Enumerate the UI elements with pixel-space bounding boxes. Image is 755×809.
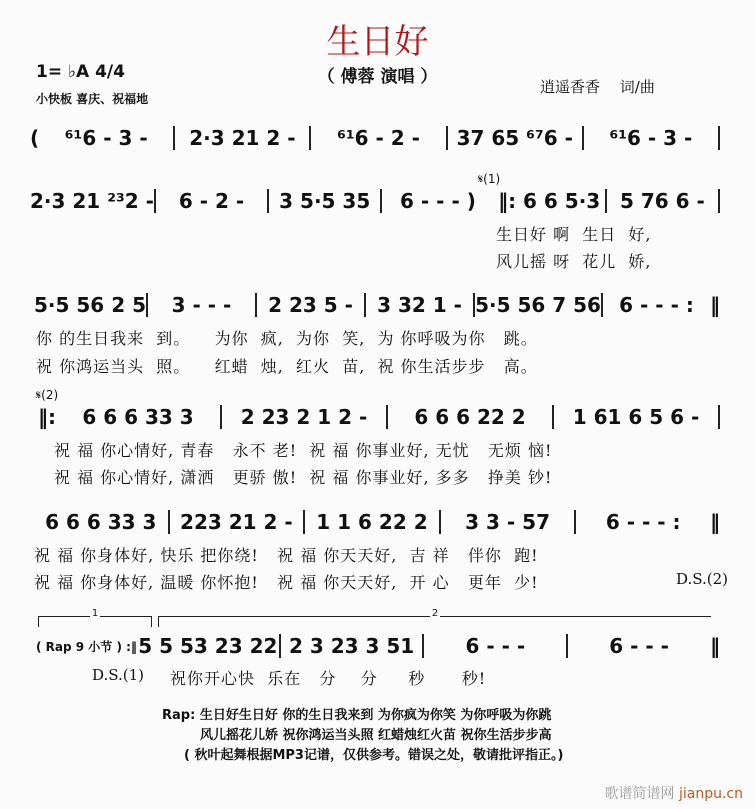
- measure: 3 5·5 35: [279, 189, 371, 213]
- volta-number: 2: [431, 608, 439, 619]
- lyric-line: 你 的生日我来 到。 为你 疯, 为你 笑, 为 你呼吸为你 跳。: [36, 329, 538, 348]
- measure: 2 3 23 3 51: [288, 634, 415, 658]
- segno-1: 𝄋(1): [478, 172, 501, 186]
- lyric-line: 祝 福 你心情好, 青春 永不 老! 祝 福 你事业好, 无忧 无烦 恼!: [54, 441, 553, 460]
- measure: ⁶¹6 - 3 -: [609, 126, 693, 150]
- measure: 37 65 ⁶⁷6 -: [456, 126, 573, 150]
- measure: ‖: 6 6 5·3: [498, 189, 601, 213]
- watermark-en: jianpu.cn: [678, 786, 743, 802]
- repeat-start: ‖:: [38, 405, 56, 429]
- measure: 2·3 21 ²³2 -: [30, 189, 154, 213]
- volta-number: 1: [91, 608, 99, 619]
- rap-section-label: ( Rap 9 小节 ) :‖: [36, 639, 137, 654]
- measure: 6 - - -: [465, 634, 526, 658]
- watermark: [605, 783, 743, 803]
- staff-row-3: [34, 293, 720, 317]
- measure: 223 21 2 -: [180, 510, 293, 534]
- lyric-line: 生日好 啊 生日 好,: [496, 225, 652, 244]
- transcription-note: ( 秋叶起舞根据MP3记谱，仅供参考。错误之处，敬请批评指正。): [184, 748, 564, 763]
- staff-row-5: [34, 510, 720, 534]
- segno-2: 𝄋(2): [36, 388, 59, 402]
- row-start: (: [30, 126, 40, 150]
- measure: 6 - - - :: [619, 293, 694, 317]
- ds-2-mark: D.S.(2): [676, 570, 729, 588]
- lyric-line: 祝 福 你身体好, 快乐 把你绕! 祝 福 你天天好, 吉 祥 伴你 跑!: [34, 546, 539, 565]
- repeat-end: ‖: [710, 293, 721, 317]
- staff-row-2: [30, 189, 720, 213]
- staff-row-6: [36, 634, 720, 658]
- song-title: 生日好: [326, 22, 429, 62]
- measure: 6 6 6 33 3: [82, 405, 194, 429]
- measure: 1 1 6 22 2: [316, 510, 428, 534]
- performer: （ 傅蓉 演唱 ）: [317, 67, 438, 87]
- measure: 3 32 1 -: [377, 293, 462, 317]
- measure: ⁶¹6 - 2 -: [337, 126, 420, 150]
- repeat-end: ‖: [709, 510, 720, 534]
- lyric-line: 祝你开心快 乐在 分 分 秒 秒!: [170, 669, 487, 688]
- rap-lyrics-line-1: Rap: 生日好生日好 你的生日我来到 为你疯为你笑 为你呼吸为你跳: [162, 708, 552, 723]
- final-barline: ‖: [710, 634, 720, 658]
- measure: 6 - - - ): [400, 189, 476, 213]
- measure: 6 - - -: [609, 634, 669, 658]
- measure: 6 6 6 22 2: [414, 405, 526, 429]
- measure: 2·3 21 2 -: [189, 126, 296, 150]
- barline: [718, 189, 720, 213]
- measure: 1 61 6 5 6 -: [572, 405, 700, 429]
- lyric-line: 祝 你鸿运当头 照。 红蜡 烛, 红火 苗, 祝 你生活步步 高。: [36, 357, 538, 376]
- lyric-line: 祝 福 你身体好, 温暖 你怀抱! 祝 福 你天天好, 开 心 更年 少!: [34, 573, 539, 592]
- lyric-line: 祝 福 你心情好, 潇洒 更骄 傲! 祝 福 你事业好, 多多 挣美 钞!: [54, 468, 553, 487]
- composer-credit: 逍遥香香 词/曲: [540, 78, 655, 96]
- volta-2: [158, 608, 711, 627]
- tempo-marking: 小快板 喜庆、祝福地: [36, 92, 149, 106]
- rap-lyrics-line-2: 风儿摇花儿娇 祝你鸿运当头照 红蜡烛红火苗 祝你生活步步高: [200, 728, 552, 743]
- barline: [718, 126, 720, 150]
- measure: 2 23 5 -: [268, 293, 353, 317]
- watermark-cn: 歌谱简谱网: [604, 786, 675, 802]
- measure: 5 76 6 -: [619, 189, 705, 213]
- measure: 5·5 56 2 5: [34, 293, 146, 317]
- measure: 6 6 6 33 3: [45, 510, 157, 534]
- staff-row-4: [38, 405, 720, 429]
- measure: 3 3 - 57: [465, 510, 550, 534]
- barline: [718, 405, 720, 429]
- key-signature: 1= ♭A 4/4: [36, 62, 125, 82]
- staff-row-1: [30, 126, 720, 150]
- measure: 6 - - - :: [605, 510, 681, 534]
- measure: 5 5 53 23 22: [138, 634, 278, 658]
- measure: 2 23 2 1 2 -: [240, 405, 368, 429]
- ds-1-mark: D.S.(1): [92, 666, 145, 684]
- measure: 6 - 2 -: [178, 189, 245, 213]
- measure: 3 - - -: [171, 293, 232, 317]
- lyric-line: 风儿摇 呀 花儿 娇,: [496, 252, 652, 271]
- measure: ⁶¹6 - 3 -: [64, 126, 148, 150]
- volta-1: [38, 608, 152, 627]
- measure: 5·5 56 7 56: [475, 293, 601, 317]
